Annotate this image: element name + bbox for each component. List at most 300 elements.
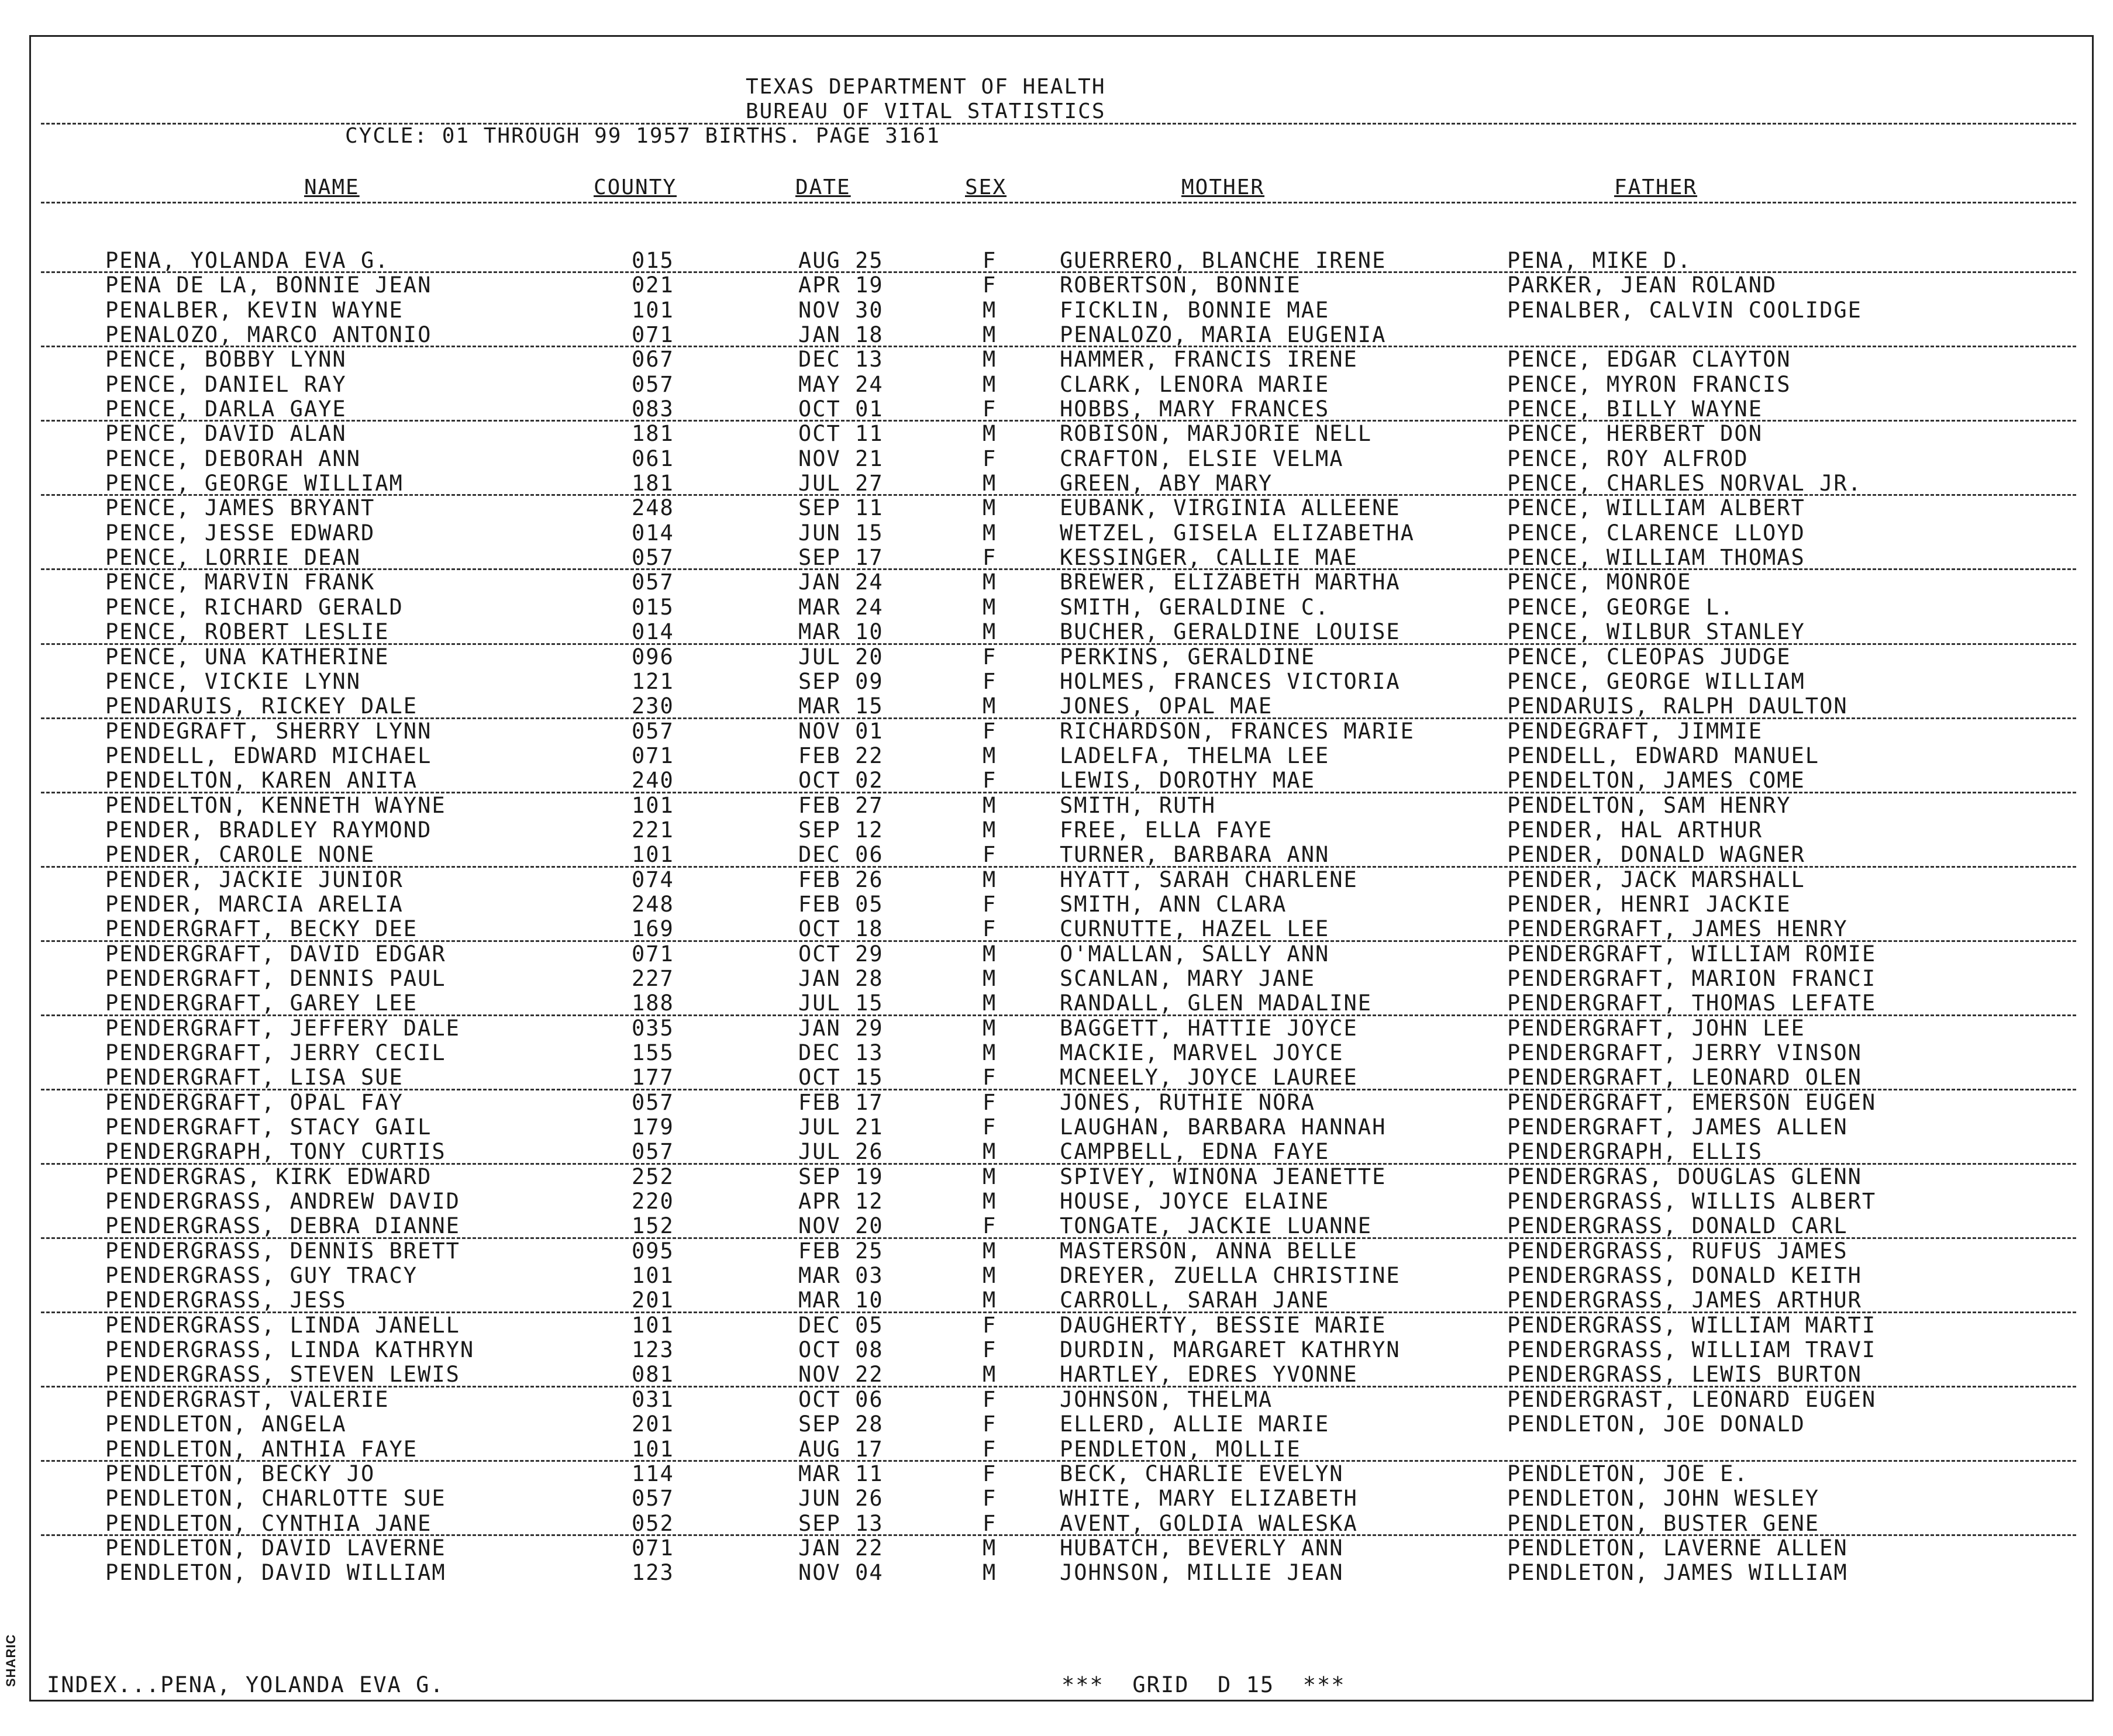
- record-name: PENDERGRAFT, JERRY CECIL: [105, 1040, 446, 1065]
- record-mother: GUERRERO, BLANCHE IRENE: [1060, 248, 1387, 273]
- record-row: [0, 967, 2113, 991]
- column-header-date: DATE: [795, 175, 851, 199]
- record-father: PENDER, HAL ARTHUR: [1507, 817, 1763, 843]
- record-row: [0, 1165, 2113, 1189]
- record-row: [0, 546, 2113, 570]
- record-date: SEP 19: [798, 1164, 884, 1189]
- record-sex: F: [983, 1213, 997, 1239]
- record-mother: DURDIN, MARGARET KATHRYN: [1060, 1337, 1401, 1363]
- record-name: PENA DE LA, BONNIE JEAN: [105, 272, 432, 298]
- record-date: SEP 28: [798, 1411, 884, 1437]
- record-sex: M: [983, 1015, 997, 1041]
- record-name: PENDERGRAST, VALERIE: [105, 1386, 389, 1412]
- record-sex: F: [983, 545, 997, 571]
- record-date: OCT 01: [798, 396, 884, 422]
- record-date: JAN 18: [798, 322, 884, 348]
- record-name: PENDLETON, ANTHIA FAYE: [105, 1436, 418, 1462]
- record-date: NOV 30: [798, 297, 884, 323]
- record-sex: M: [983, 1535, 997, 1561]
- record-name: PENDERGRASS, JESS: [105, 1288, 347, 1313]
- record-father: PENCE, WILLIAM THOMAS: [1507, 545, 1805, 571]
- record-name: PENCE, GEORGE WILLIAM: [105, 471, 404, 496]
- record-sex: F: [983, 1386, 997, 1412]
- record-father: PENCE, HERBERT DON: [1507, 421, 1763, 447]
- record-row: [0, 1065, 2113, 1090]
- record-name: PENDLETON, ANGELA: [105, 1411, 347, 1437]
- record-mother: FICKLIN, BONNIE MAE: [1060, 297, 1330, 323]
- record-mother: PENALOZO, MARIA EUGENIA: [1060, 322, 1387, 348]
- record-row: [0, 471, 2113, 496]
- record-row: [0, 669, 2113, 694]
- record-mother: DREYER, ZUELLA CHRISTINE: [1060, 1263, 1401, 1289]
- record-row: [0, 1437, 2113, 1462]
- record-sex: M: [983, 1263, 997, 1289]
- record-sex: F: [983, 1065, 997, 1090]
- record-row: [0, 843, 2113, 867]
- record-sex: M: [983, 322, 997, 348]
- record-mother: SMITH, GERALDINE C.: [1060, 594, 1330, 620]
- footer-grid: *** GRID D 15 ***: [1061, 1672, 1346, 1697]
- record-sex: F: [983, 272, 997, 298]
- record-sex: F: [983, 446, 997, 471]
- record-sex: M: [983, 1164, 997, 1189]
- record-father: PARKER, JEAN ROLAND: [1507, 272, 1777, 298]
- record-name: PENDERGRASS, DENNIS BRETT: [105, 1238, 460, 1264]
- record-date: DEC 13: [798, 347, 884, 372]
- record-row: [0, 323, 2113, 347]
- record-date: OCT 06: [798, 1386, 884, 1412]
- record-father: PENDELL, EDWARD MANUEL: [1507, 743, 1820, 768]
- record-sex: F: [983, 1510, 997, 1536]
- record-mother: SMITH, ANN CLARA: [1060, 891, 1287, 917]
- bureau-title: BUREAU OF VITAL STATISTICS: [746, 99, 1106, 123]
- record-mother: BUCHER, GERALDINE LOUISE: [1060, 619, 1401, 645]
- record-mother: BAGGETT, HATTIE JOYCE: [1060, 1015, 1358, 1041]
- record-date: SEP 17: [798, 545, 884, 571]
- record-row: [0, 1313, 2113, 1338]
- record-county: 188: [632, 990, 674, 1016]
- record-row: [0, 645, 2113, 669]
- record-county: 052: [632, 1510, 674, 1536]
- record-date: MAR 15: [798, 693, 884, 719]
- record-date: JUN 15: [798, 520, 884, 546]
- record-county: 014: [632, 520, 674, 546]
- record-name: PENCE, LORRIE DEAN: [105, 545, 361, 571]
- record-county: 152: [632, 1213, 674, 1239]
- record-name: PENCE, VICKIE LYNN: [105, 668, 361, 694]
- record-date: NOV 22: [798, 1362, 884, 1388]
- record-mother: WHITE, MARY ELIZABETH: [1060, 1486, 1358, 1511]
- record-name: PENDERGRAFT, OPAL FAY: [105, 1089, 404, 1115]
- record-row: [0, 991, 2113, 1016]
- record-name: PENCE, RICHARD GERALD: [105, 594, 404, 620]
- record-father: PENDERGRASS, DONALD KEITH: [1507, 1263, 1862, 1289]
- record-mother: TURNER, BARBARA ANN: [1060, 842, 1330, 868]
- record-father: PENDERGRAFT, MARION FRANCI: [1507, 965, 1877, 991]
- record-date: FEB 17: [798, 1089, 884, 1115]
- record-row: [0, 372, 2113, 397]
- column-header-sex: SEX: [965, 175, 1007, 199]
- record-county: 057: [632, 1139, 674, 1165]
- record-name: PENALOZO, MARCO ANTONIO: [105, 322, 432, 348]
- record-father: PENDLETON, JOE DONALD: [1507, 1411, 1805, 1437]
- record-name: PENDER, BRADLEY RAYMOND: [105, 817, 432, 843]
- record-name: PENDLETON, CHARLOTTE SUE: [105, 1486, 446, 1511]
- record-sex: F: [983, 916, 997, 942]
- record-row: [0, 1239, 2113, 1264]
- record-row: [0, 1016, 2113, 1041]
- record-father: PENDERGRAFT, JAMES ALLEN: [1507, 1114, 1848, 1140]
- record-sex: F: [983, 396, 997, 422]
- record-date: SEP 12: [798, 817, 884, 843]
- record-name: PENCE, DARLA GAYE: [105, 396, 347, 422]
- record-mother: JOHNSON, THELMA: [1060, 1386, 1273, 1412]
- record-father: PENDERGRAFT, JOHN LEE: [1507, 1015, 1805, 1041]
- record-name: PENCE, DANIEL RAY: [105, 371, 347, 397]
- record-name: PENALBER, KEVIN WAYNE: [105, 297, 404, 323]
- record-county: 014: [632, 619, 674, 645]
- record-name: PENDERGRAFT, DAVID EDGAR: [105, 941, 446, 967]
- record-name: PENDERGRASS, STEVEN LEWIS: [105, 1362, 460, 1388]
- record-county: 061: [632, 446, 674, 471]
- record-sex: F: [983, 1312, 997, 1338]
- record-father: PENDER, HENRI JACKIE: [1507, 891, 1791, 917]
- record-name: PENDLETON, BECKY JO: [105, 1461, 375, 1486]
- record-county: 067: [632, 347, 674, 372]
- column-header-divider: [41, 202, 2076, 203]
- record-father: PENDLETON, JOHN WESLEY: [1507, 1486, 1820, 1511]
- record-row: [0, 1462, 2113, 1486]
- record-name: PENDLETON, DAVID WILLIAM: [105, 1560, 446, 1586]
- record-name: PENDELL, EDWARD MICHAEL: [105, 743, 432, 768]
- record-county: 123: [632, 1560, 674, 1586]
- record-mother: GREEN, ABY MARY: [1060, 471, 1273, 496]
- record-sex: M: [983, 817, 997, 843]
- record-mother: ROBISON, MARJORIE NELL: [1060, 421, 1373, 447]
- record-row: [0, 1412, 2113, 1437]
- record-sex: M: [983, 471, 997, 496]
- record-father: PENDEGRAFT, JIMMIE: [1507, 718, 1763, 744]
- record-father: PENCE, CLEOPAS JUDGE: [1507, 644, 1791, 669]
- record-date: NOV 04: [798, 1560, 884, 1586]
- record-name: PENDER, CAROLE NONE: [105, 842, 375, 868]
- record-mother: HOLMES, FRANCES VICTORIA: [1060, 668, 1401, 694]
- record-county: 240: [632, 768, 674, 793]
- record-row: [0, 892, 2113, 917]
- record-name: PENDERGRAFT, JEFFERY DALE: [105, 1015, 460, 1041]
- record-county: 101: [632, 792, 674, 818]
- record-date: AUG 17: [798, 1436, 884, 1462]
- record-name: PENCE, DAVID ALAN: [105, 421, 347, 447]
- record-name: PENDERGRAS, KIRK EDWARD: [105, 1164, 432, 1189]
- record-mother: DAUGHERTY, BESSIE MARIE: [1060, 1312, 1387, 1338]
- record-sex: F: [983, 1461, 997, 1486]
- record-date: OCT 29: [798, 941, 884, 967]
- record-mother: ELLERD, ALLIE MARIE: [1060, 1411, 1330, 1437]
- record-sex: F: [983, 891, 997, 917]
- record-sex: M: [983, 693, 997, 719]
- record-father: PENDERGRAFT, WILLIAM ROMIE: [1507, 941, 1877, 967]
- record-mother: BREWER, ELIZABETH MARTHA: [1060, 570, 1401, 595]
- record-county: 095: [632, 1238, 674, 1264]
- record-sex: F: [983, 668, 997, 694]
- record-county: 071: [632, 322, 674, 348]
- record-mother: CURNUTTE, HAZEL LEE: [1060, 916, 1330, 942]
- record-row: [0, 818, 2113, 843]
- record-sex: M: [983, 1238, 997, 1264]
- record-county: 220: [632, 1189, 674, 1214]
- record-date: MAR 24: [798, 594, 884, 620]
- record-father: PENDERGRAS, DOUGLAS GLENN: [1507, 1164, 1862, 1189]
- record-father: PENDERGRASS, RUFUS JAMES: [1507, 1238, 1848, 1264]
- record-row: [0, 496, 2113, 520]
- column-header-mother: MOTHER: [1181, 175, 1265, 199]
- record-date: FEB 22: [798, 743, 884, 768]
- record-date: MAR 10: [798, 619, 884, 645]
- record-father: PENDLETON, JAMES WILLIAM: [1507, 1560, 1848, 1586]
- record-row: [0, 694, 2113, 719]
- record-sex: M: [983, 743, 997, 768]
- record-row: [0, 793, 2113, 818]
- record-row: [0, 570, 2113, 595]
- record-county: 096: [632, 644, 674, 669]
- record-county: 177: [632, 1065, 674, 1090]
- record-sex: M: [983, 495, 997, 521]
- record-sex: M: [983, 1362, 997, 1388]
- record-mother: CLARK, LENORA MARIE: [1060, 371, 1330, 397]
- record-sex: M: [983, 1189, 997, 1214]
- record-row: [0, 1511, 2113, 1536]
- record-father: PENA, MIKE D.: [1507, 248, 1692, 273]
- record-date: JAN 29: [798, 1015, 884, 1041]
- record-date: AUG 25: [798, 248, 884, 273]
- record-father: PENDER, DONALD WAGNER: [1507, 842, 1805, 868]
- record-date: MAR 11: [798, 1461, 884, 1486]
- record-county: 015: [632, 248, 674, 273]
- record-father: PENDERGRAFT, EMERSON EUGEN: [1507, 1089, 1877, 1115]
- record-county: 057: [632, 1486, 674, 1511]
- record-father: PENDERGRAFT, JAMES HENRY: [1507, 916, 1848, 942]
- record-mother: O'MALLAN, SALLY ANN: [1060, 941, 1330, 967]
- record-date: JUL 26: [798, 1139, 884, 1165]
- record-date: OCT 18: [798, 916, 884, 942]
- record-county: 081: [632, 1362, 674, 1388]
- record-county: 057: [632, 545, 674, 571]
- record-mother: MCNEELY, JOYCE LAUREE: [1060, 1065, 1358, 1090]
- record-date: APR 19: [798, 272, 884, 298]
- record-father: PENCE, GEORGE WILLIAM: [1507, 668, 1805, 694]
- record-name: PENDERGRASS, GUY TRACY: [105, 1263, 418, 1289]
- record-county: 057: [632, 371, 674, 397]
- record-date: JAN 28: [798, 965, 884, 991]
- record-county: 071: [632, 941, 674, 967]
- record-mother: HOBBS, MARY FRANCES: [1060, 396, 1330, 422]
- record-father: PENDER, JACK MARSHALL: [1507, 867, 1805, 892]
- record-name: PENCE, UNA KATHERINE: [105, 644, 389, 669]
- record-county: 101: [632, 1263, 674, 1289]
- record-father: PENDLETON, JOE E.: [1507, 1461, 1749, 1486]
- record-sex: M: [983, 965, 997, 991]
- record-row: [0, 595, 2113, 620]
- record-county: 021: [632, 272, 674, 298]
- record-date: SEP 09: [798, 668, 884, 694]
- record-name: PENDLETON, CYNTHIA JANE: [105, 1510, 432, 1536]
- record-name: PENDERGRASS, LINDA KATHRYN: [105, 1337, 475, 1363]
- record-mother: EUBANK, VIRGINIA ALLEENE: [1060, 495, 1401, 521]
- record-date: FEB 27: [798, 792, 884, 818]
- record-date: OCT 11: [798, 421, 884, 447]
- record-name: PENA, YOLANDA EVA G.: [105, 248, 389, 273]
- record-mother: LAUGHAN, BARBARA HANNAH: [1060, 1114, 1387, 1140]
- record-mother: JONES, RUTHIE NORA: [1060, 1089, 1315, 1115]
- record-county: 123: [632, 1337, 674, 1363]
- record-row: [0, 1561, 2113, 1585]
- record-row: [0, 298, 2113, 323]
- record-date: DEC 06: [798, 842, 884, 868]
- record-mother: HUBATCH, BEVERLY ANN: [1060, 1535, 1344, 1561]
- record-sex: M: [983, 1040, 997, 1065]
- record-name: PENDERGRASS, DEBRA DIANNE: [105, 1213, 460, 1239]
- record-father: PENDERGRAST, LEONARD EUGEN: [1507, 1386, 1877, 1412]
- record-row: [0, 1362, 2113, 1387]
- record-county: 071: [632, 743, 674, 768]
- record-mother: HAMMER, FRANCIS IRENE: [1060, 347, 1358, 372]
- record-mother: LEWIS, DOROTHY MAE: [1060, 768, 1315, 793]
- record-father: PENCE, MYRON FRANCIS: [1507, 371, 1791, 397]
- record-mother: RICHARDSON, FRANCES MARIE: [1060, 718, 1415, 744]
- record-sex: M: [983, 941, 997, 967]
- record-father: PENDERGRASS, WILLIS ALBERT: [1507, 1189, 1877, 1214]
- record-date: MAY 24: [798, 371, 884, 397]
- record-sex: F: [983, 1436, 997, 1462]
- record-date: FEB 05: [798, 891, 884, 917]
- record-mother: BECK, CHARLIE EVELYN: [1060, 1461, 1344, 1486]
- record-name: PENDELTON, KENNETH WAYNE: [105, 792, 446, 818]
- side-label: SHARIC: [4, 1634, 18, 1687]
- record-row: [0, 868, 2113, 892]
- record-county: 248: [632, 495, 674, 521]
- record-name: PENCE, MARVIN FRANK: [105, 570, 375, 595]
- record-name: PENDER, MARCIA ARELIA: [105, 891, 404, 917]
- record-row: [0, 620, 2113, 644]
- record-mother: SCANLAN, MARY JANE: [1060, 965, 1315, 991]
- record-row: [0, 249, 2113, 273]
- record-date: SEP 13: [798, 1510, 884, 1536]
- record-row: [0, 942, 2113, 967]
- record-sex: M: [983, 990, 997, 1016]
- record-name: PENCE, BOBBY LYNN: [105, 347, 347, 372]
- record-county: 155: [632, 1040, 674, 1065]
- record-sex: F: [983, 248, 997, 273]
- record-mother: AVENT, GOLDIA WALESKA: [1060, 1510, 1358, 1536]
- record-father: PENDELTON, JAMES COME: [1507, 768, 1805, 793]
- record-row: [0, 521, 2113, 546]
- record-county: 179: [632, 1114, 674, 1140]
- record-county: 248: [632, 891, 674, 917]
- record-mother: HARTLEY, EDRES YVONNE: [1060, 1362, 1358, 1388]
- record-father: PENCE, BILLY WAYNE: [1507, 396, 1763, 422]
- record-father: PENCE, MONROE: [1507, 570, 1692, 595]
- record-sex: F: [983, 1337, 997, 1363]
- record-row: [0, 1115, 2113, 1140]
- record-father: PENDERGRASS, DONALD CARL: [1507, 1213, 1848, 1239]
- record-father: PENCE, CHARLES NORVAL JR.: [1507, 471, 1862, 496]
- record-mother: SPIVEY, WINONA JEANETTE: [1060, 1164, 1387, 1189]
- record-row: [0, 917, 2113, 941]
- record-mother: KESSINGER, CALLIE MAE: [1060, 545, 1358, 571]
- record-county: 057: [632, 570, 674, 595]
- record-name: PENDERGRAFT, GAREY LEE: [105, 990, 418, 1016]
- record-row: [0, 422, 2113, 446]
- record-name: PENDERGRAFT, LISA SUE: [105, 1065, 404, 1090]
- record-sex: M: [983, 867, 997, 892]
- record-sex: M: [983, 1560, 997, 1586]
- record-mother: MACKIE, MARVEL JOYCE: [1060, 1040, 1344, 1065]
- record-county: 252: [632, 1164, 674, 1189]
- record-mother: WETZEL, GISELA ELIZABETHA: [1060, 520, 1415, 546]
- record-county: 169: [632, 916, 674, 942]
- record-county: 071: [632, 1535, 674, 1561]
- record-father: PENDARUIS, RALPH DAULTON: [1507, 693, 1848, 719]
- record-father: PENCE, ROY ALFROD: [1507, 446, 1749, 471]
- record-mother: MASTERSON, ANNA BELLE: [1060, 1238, 1358, 1264]
- record-date: DEC 13: [798, 1040, 884, 1065]
- record-mother: CAMPBELL, EDNA FAYE: [1060, 1139, 1330, 1165]
- column-header-father: FATHER: [1614, 175, 1698, 199]
- record-row: [0, 744, 2113, 768]
- record-date: OCT 08: [798, 1337, 884, 1363]
- record-county: 031: [632, 1386, 674, 1412]
- record-sex: M: [983, 421, 997, 447]
- record-father: PENCE, EDGAR CLAYTON: [1507, 347, 1791, 372]
- record-date: OCT 02: [798, 768, 884, 793]
- record-sex: M: [983, 297, 997, 323]
- record-date: OCT 15: [798, 1065, 884, 1090]
- record-sex: F: [983, 1089, 997, 1115]
- record-row: [0, 273, 2113, 298]
- record-row: [0, 1090, 2113, 1115]
- record-mother: ROBERTSON, BONNIE: [1060, 272, 1301, 298]
- record-sex: M: [983, 371, 997, 397]
- record-date: MAR 03: [798, 1263, 884, 1289]
- record-date: JAN 24: [798, 570, 884, 595]
- record-date: FEB 25: [798, 1238, 884, 1264]
- record-date: APR 12: [798, 1189, 884, 1214]
- record-father: PENDERGRAFT, JERRY VINSON: [1507, 1040, 1862, 1065]
- record-row: [0, 1214, 2113, 1238]
- record-father: PENDERGRAFT, THOMAS LEFATE: [1507, 990, 1877, 1016]
- record-mother: JOHNSON, MILLIE JEAN: [1060, 1560, 1344, 1586]
- record-mother: RANDALL, GLEN MADALINE: [1060, 990, 1373, 1016]
- record-row: [0, 1189, 2113, 1214]
- record-row: [0, 1338, 2113, 1362]
- record-name: PENCE, DEBORAH ANN: [105, 446, 361, 471]
- record-mother: LADELFA, THELMA LEE: [1060, 743, 1330, 768]
- record-father: PENCE, WILBUR STANLEY: [1507, 619, 1805, 645]
- record-county: 057: [632, 718, 674, 744]
- record-row: [0, 1288, 2113, 1313]
- record-mother: CARROLL, SARAH JANE: [1060, 1288, 1330, 1313]
- record-sex: F: [983, 1114, 997, 1140]
- record-row: [0, 1486, 2113, 1511]
- record-sex: F: [983, 842, 997, 868]
- record-name: PENDLETON, DAVID LAVERNE: [105, 1535, 446, 1561]
- record-name: PENDERGRAFT, STACY GAIL: [105, 1114, 432, 1140]
- record-date: JUL 27: [798, 471, 884, 496]
- record-county: 201: [632, 1288, 674, 1313]
- record-father: PENDERGRASS, LEWIS BURTON: [1507, 1362, 1862, 1388]
- record-row: [0, 1264, 2113, 1288]
